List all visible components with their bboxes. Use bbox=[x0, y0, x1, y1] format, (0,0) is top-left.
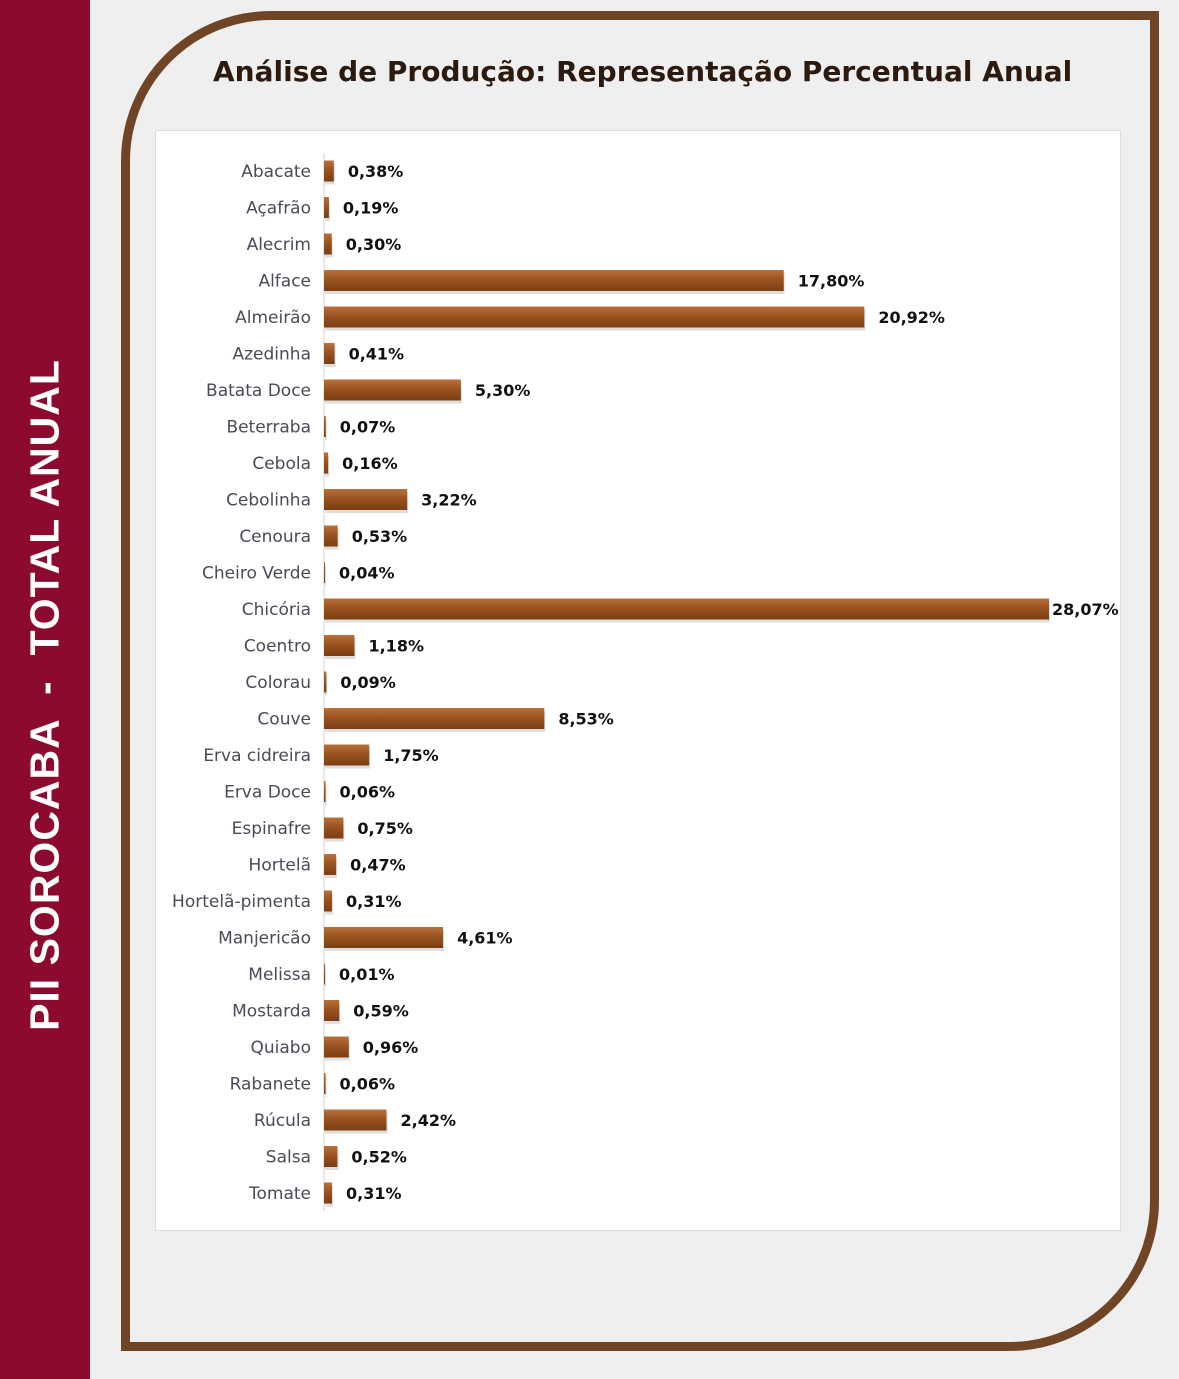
category-label: Colorau bbox=[245, 673, 311, 693]
category-label: Salsa bbox=[265, 1147, 311, 1168]
bar bbox=[324, 270, 784, 291]
bar bbox=[324, 526, 338, 547]
category-label: Couve bbox=[257, 709, 311, 730]
bar bbox=[324, 416, 326, 437]
category-label: Cebola bbox=[252, 454, 311, 474]
category-label: Almeirão bbox=[235, 308, 311, 328]
category-label: Coentro bbox=[243, 636, 311, 657]
bar bbox=[324, 197, 329, 218]
bar bbox=[324, 635, 354, 656]
data-label: 0,19% bbox=[342, 198, 399, 218]
category-label: Erva cidreira bbox=[203, 746, 311, 766]
bar-shadow bbox=[325, 565, 326, 586]
category-label: Erva Doce bbox=[224, 782, 311, 803]
category-label: Cheiro Verde bbox=[202, 563, 311, 584]
bar bbox=[324, 343, 335, 364]
data-label: 0,52% bbox=[351, 1147, 407, 1167]
data-label: 0,30% bbox=[345, 235, 402, 254]
category-label: Chicória bbox=[241, 600, 311, 620]
category-label: Rabanete bbox=[229, 1074, 311, 1095]
category-label: Espinafre bbox=[231, 819, 311, 839]
bar bbox=[324, 927, 443, 948]
bar bbox=[324, 161, 334, 182]
data-label: 8,53% bbox=[558, 709, 614, 729]
category-label: Abacate bbox=[241, 162, 311, 182]
bar bbox=[324, 672, 326, 693]
category-label: Hortelã bbox=[248, 855, 311, 876]
category-label: Rúcula bbox=[253, 1111, 311, 1131]
category-label: Beterraba bbox=[226, 417, 311, 438]
bar bbox=[324, 1000, 339, 1021]
data-label: 0,04% bbox=[339, 563, 395, 583]
category-label: Melissa bbox=[248, 965, 311, 985]
bar bbox=[324, 1146, 337, 1167]
category-label: Açafrão bbox=[246, 198, 311, 219]
data-label: 0,59% bbox=[353, 1001, 409, 1021]
data-label: 4,61% bbox=[457, 928, 513, 948]
data-label: 28,07% bbox=[1052, 600, 1119, 619]
data-label: 0,06% bbox=[339, 782, 396, 802]
data-label: 0,96% bbox=[362, 1038, 419, 1057]
data-label: 0,09% bbox=[340, 673, 396, 692]
data-label: 17,80% bbox=[797, 271, 865, 291]
bar bbox=[324, 854, 336, 875]
data-label: 0,01% bbox=[339, 965, 395, 984]
category-label: Tomate bbox=[249, 1184, 311, 1204]
data-label: 0,31% bbox=[346, 1184, 402, 1203]
category-label: Manjericão bbox=[218, 928, 311, 949]
bar bbox=[324, 964, 325, 985]
bar bbox=[324, 818, 343, 839]
bar bbox=[324, 489, 407, 510]
data-label: 0,41% bbox=[348, 344, 405, 364]
data-label: 0,16% bbox=[342, 454, 398, 473]
bar bbox=[324, 781, 326, 802]
data-label: 5,30% bbox=[474, 381, 531, 400]
bar bbox=[324, 234, 332, 255]
bar bbox=[324, 599, 1049, 620]
bar bbox=[324, 1037, 349, 1058]
data-label: 0,75% bbox=[357, 819, 413, 838]
bar bbox=[324, 1183, 332, 1204]
category-label: Cenoura bbox=[239, 527, 311, 547]
bar bbox=[324, 380, 461, 401]
data-label: 2,42% bbox=[400, 1111, 457, 1130]
data-label: 0,06% bbox=[339, 1074, 396, 1094]
bar-shadow bbox=[325, 967, 326, 988]
bar bbox=[324, 453, 328, 474]
category-label: Alface bbox=[258, 271, 311, 292]
category-label: Quiabo bbox=[250, 1038, 311, 1058]
data-label: 0,47% bbox=[350, 855, 406, 875]
data-label: 0,07% bbox=[339, 417, 396, 437]
data-label: 3,22% bbox=[421, 490, 477, 510]
bar bbox=[324, 1110, 387, 1131]
data-label: 0,53% bbox=[351, 527, 408, 546]
bar bbox=[324, 1073, 326, 1094]
chart-title: Análise de Produção: Representação Percentual Anual bbox=[213, 55, 1073, 88]
sidebar-title: PII SOROCABA - TOTAL ANUAL bbox=[21, 359, 68, 1031]
bar bbox=[324, 307, 864, 328]
category-label: Cebolinha bbox=[226, 490, 311, 511]
category-label: Hortelã-pimenta bbox=[172, 892, 311, 912]
bar bbox=[324, 891, 332, 912]
bar bbox=[324, 708, 544, 729]
data-label: 1,75% bbox=[383, 746, 439, 765]
data-label: 0,38% bbox=[347, 162, 404, 181]
category-label: Batata Doce bbox=[206, 381, 311, 401]
bar bbox=[324, 562, 325, 583]
data-label: 0,31% bbox=[346, 892, 402, 911]
data-label: 1,18% bbox=[368, 636, 424, 656]
data-label: 20,92% bbox=[878, 308, 945, 327]
bar bbox=[324, 745, 369, 766]
category-label: Azedinha bbox=[232, 344, 311, 365]
category-label: Alecrim bbox=[246, 235, 311, 255]
category-label: Mostarda bbox=[232, 1001, 311, 1022]
